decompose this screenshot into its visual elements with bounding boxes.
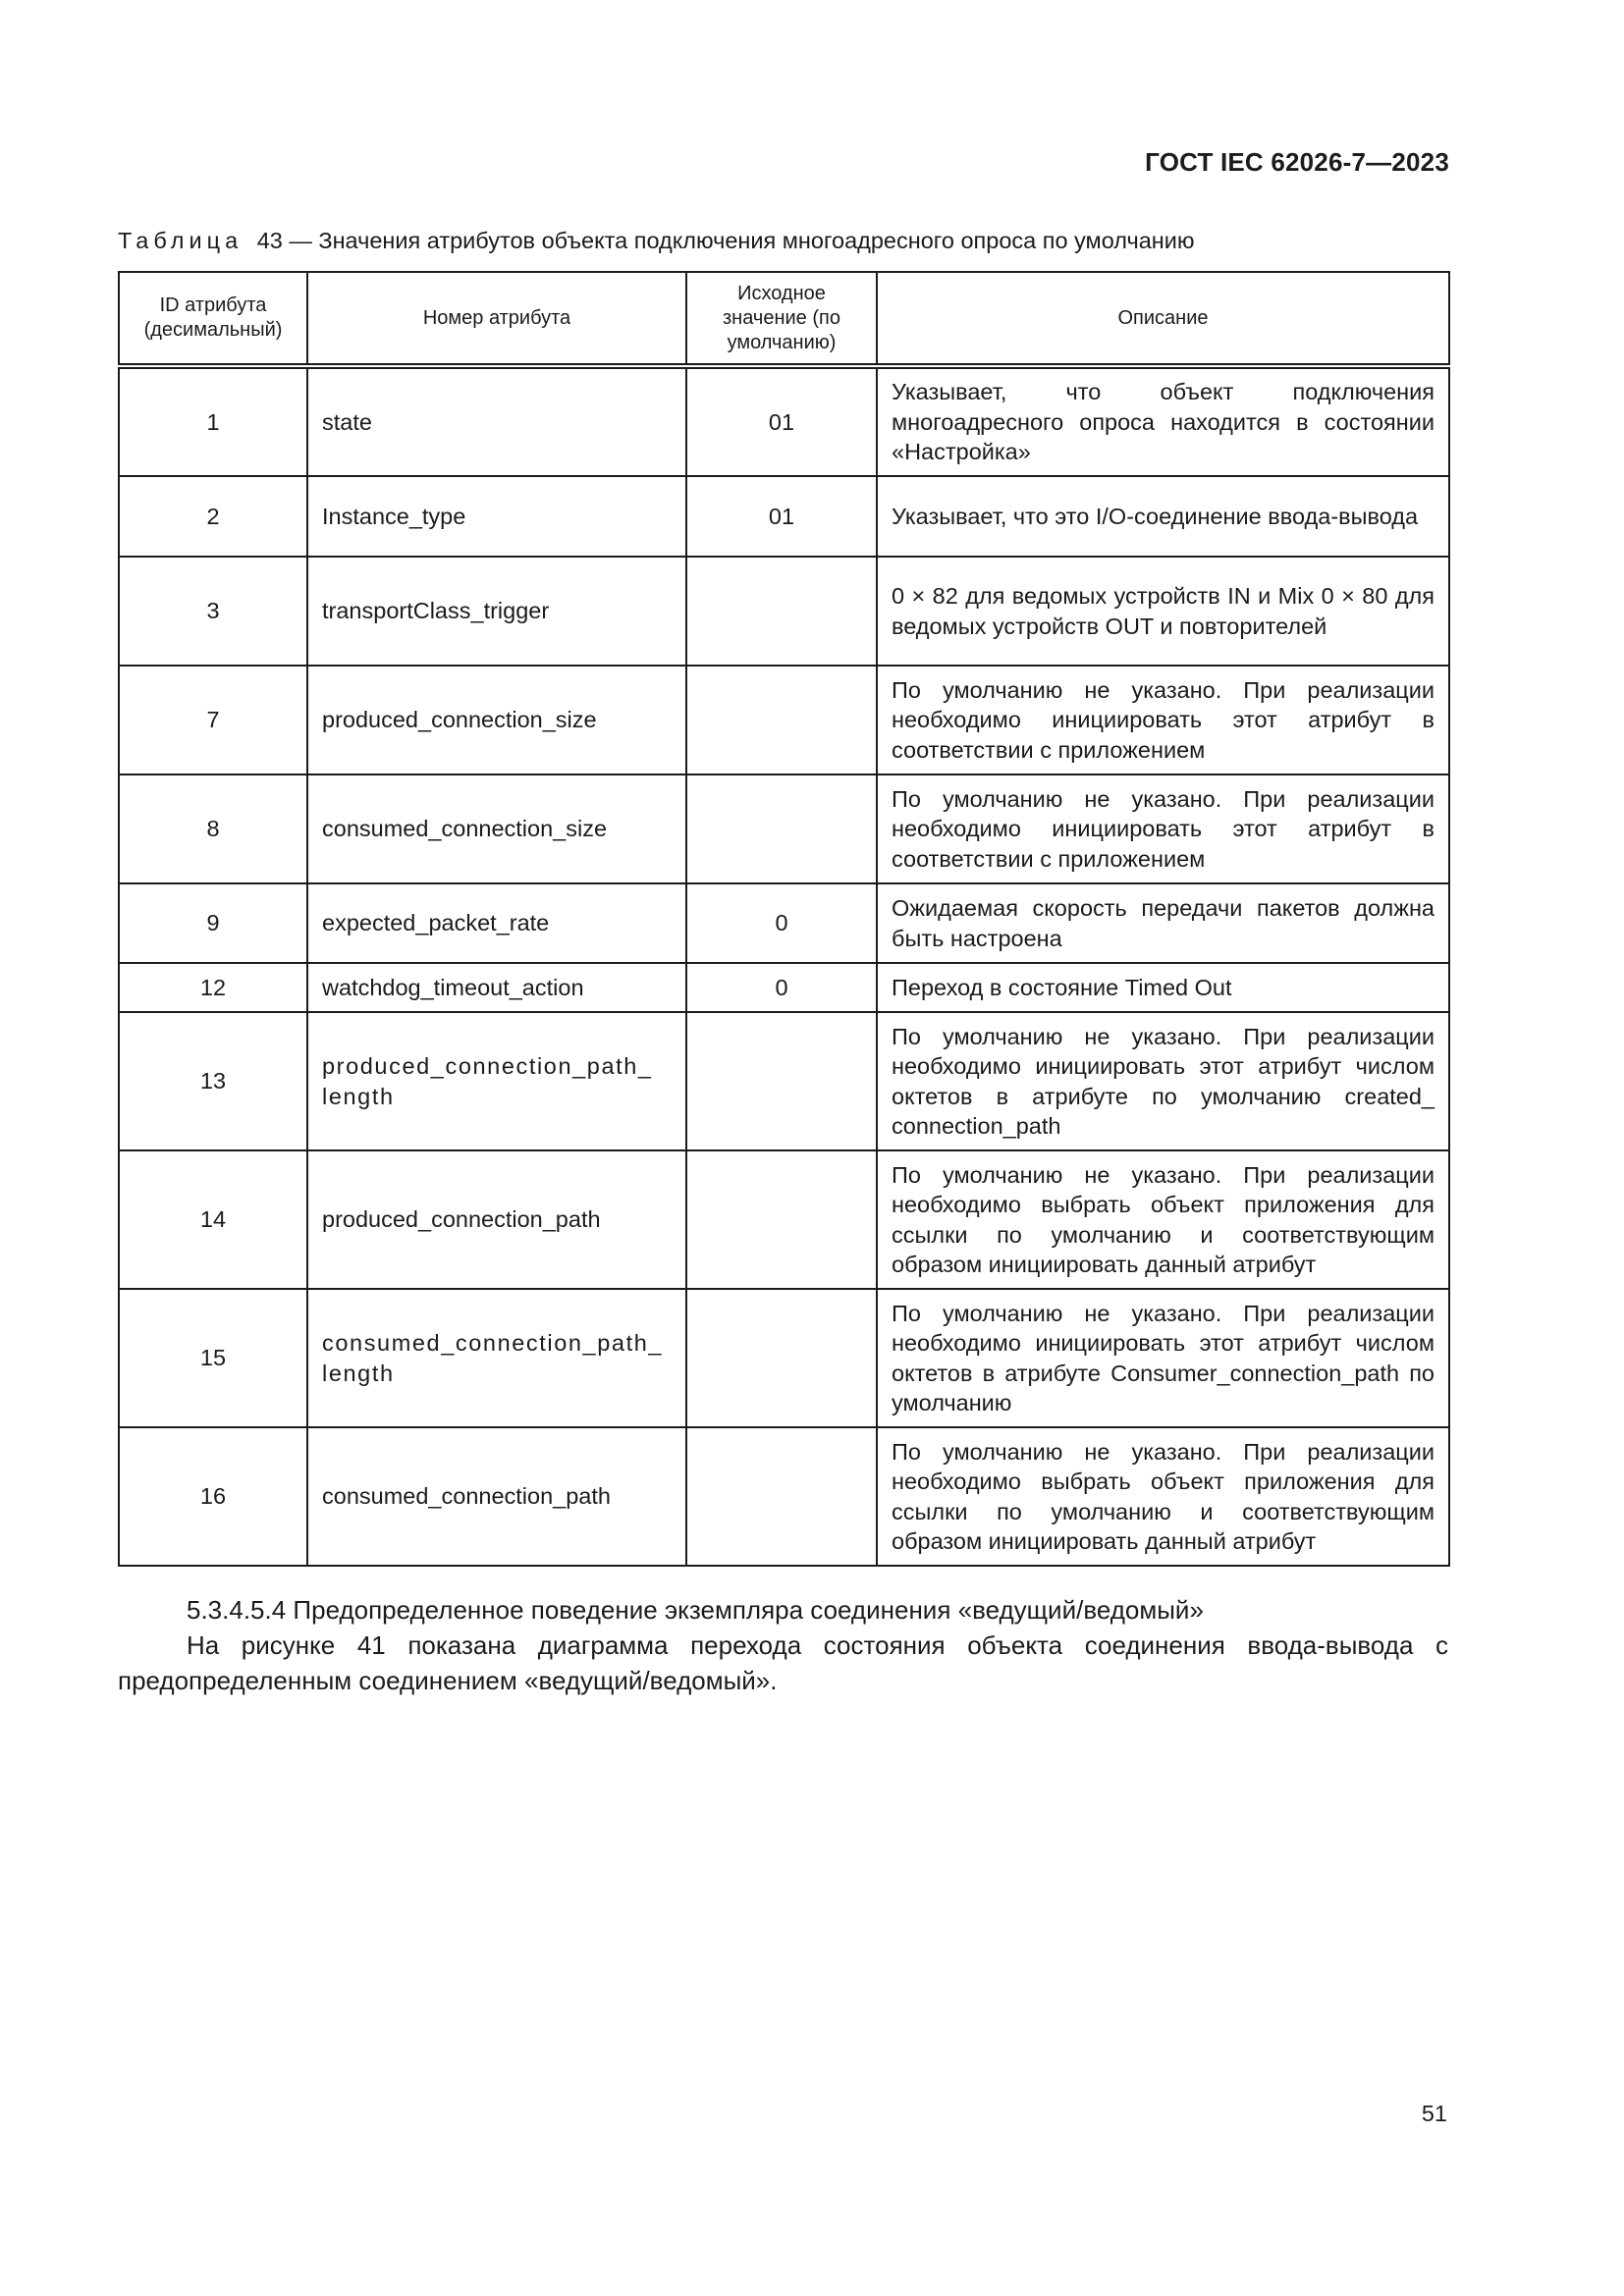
standard-designation: ГОСТ IEC 62026-7—2023 [1145, 147, 1449, 177]
cell-description: По умолчанию не указано. При реализации необходимо выбрать объект приложения для ссылки по умолчанию и соответствующим образом инициировать данный атрибут [877, 1427, 1449, 1566]
cell-name [307, 1012, 686, 1150]
table-row [119, 883, 1449, 963]
table-row [119, 1427, 1449, 1566]
table-caption-text: 43 — Значения атрибутов объекта подключения многоадресного опроса по умолчанию [256, 228, 1195, 253]
cell-name: state [307, 366, 686, 476]
cell-id: 9 [119, 883, 307, 963]
cell-description: По умолчанию не указано. При реализации необходимо инициировать этот атрибут числом октетов в атрибуте по умолчанию created_ connection_path [877, 1012, 1449, 1150]
cell-id: 13 [119, 1012, 307, 1150]
cell-description: Ожидаемая скорость передачи пакетов должна быть настроена [877, 883, 1449, 963]
cell-id: 16 [119, 1427, 307, 1566]
cell-id: 3 [119, 557, 307, 666]
section-heading: 5.3.4.5.4 Предопределенное поведение экземпляра соединения «ведущий/ведомый» [187, 1595, 1204, 1625]
table-row [119, 1150, 1449, 1289]
cell-name-text: consumed_connection_path_ length [322, 1330, 664, 1386]
cell-name: consumed_connection_path [307, 1427, 686, 1566]
cell-id: 12 [119, 963, 307, 1012]
cell-default: 01 [686, 366, 877, 476]
section [118, 1592, 1448, 1698]
cell-default [686, 774, 877, 883]
cell-default [686, 1427, 877, 1566]
cell-default: 01 [686, 476, 877, 557]
attribute-table [118, 271, 1450, 1567]
cell-default [686, 1150, 877, 1289]
section-body: На рисунке 41 показана диаграмма перехода состояния объекта соединения ввода-вывода с предопределенным соединением «ведущий/ведомый». [118, 1630, 1448, 1695]
cell-name: produced_connection_path [307, 1150, 686, 1289]
table-caption [118, 228, 1195, 254]
cell-id: 8 [119, 774, 307, 883]
cell-id: 15 [119, 1289, 307, 1427]
cell-description: Указывает, что это I/O-соединение ввода-вывода [877, 476, 1449, 557]
cell-name: expected_packet_rate [307, 883, 686, 963]
cell-default [686, 557, 877, 666]
cell-description: По умолчанию не указано. При реализации необходимо инициировать этот атрибут в соответствии с приложением [877, 774, 1449, 883]
col-header-default: Исходное значение (по умолчанию) [686, 272, 877, 366]
table-caption-label: Таблица [118, 228, 244, 253]
cell-name: transportClass_trigger [307, 557, 686, 666]
cell-default [686, 1289, 877, 1427]
col-header-description: Описание [877, 272, 1449, 366]
table-row [119, 774, 1449, 883]
table-row [119, 476, 1449, 557]
cell-description: 0 × 82 для ведомых устройств IN и Mix 0 × 80 для ведомых устройств OUT и повторителей [877, 557, 1449, 666]
cell-name: consumed_connection_size [307, 774, 686, 883]
cell-name: produced_connection_size [307, 666, 686, 774]
cell-description: Переход в состояние Timed Out [877, 963, 1449, 1012]
table-row [119, 557, 1449, 666]
table-row [119, 1012, 1449, 1150]
cell-default [686, 1012, 877, 1150]
table-row [119, 963, 1449, 1012]
cell-description: По умолчанию не указано. При реализации необходимо выбрать объект приложения для ссылки по умолчанию и соответствующим образом инициировать данный атрибут [877, 1150, 1449, 1289]
cell-default [686, 666, 877, 774]
table-header-row [119, 272, 1449, 366]
cell-description: Указывает, что объект подключения многоадресного опроса находится в состоянии «Настройка» [877, 366, 1449, 476]
cell-id: 14 [119, 1150, 307, 1289]
table-row [119, 666, 1449, 774]
cell-name: watchdog_timeout_action [307, 963, 686, 1012]
cell-default: 0 [686, 963, 877, 1012]
cell-default: 0 [686, 883, 877, 963]
table-row [119, 1289, 1449, 1427]
col-header-id: ID атрибута (десимальный) [119, 272, 307, 366]
page-number: 51 [1421, 2101, 1447, 2126]
col-header-name: Номер атрибута [307, 272, 686, 366]
cell-description: По умолчанию не указано. При реализации необходимо инициировать этот атрибут в соответствии с приложением [877, 666, 1449, 774]
cell-name: Instance_type [307, 476, 686, 557]
cell-id: 1 [119, 366, 307, 476]
cell-name [307, 1289, 686, 1427]
cell-id: 7 [119, 666, 307, 774]
cell-description: По умолчанию не указано. При реализации необходимо инициировать этот атрибут числом октетов в атрибуте Consumer_connection_path по умолчанию [877, 1289, 1449, 1427]
cell-name-text: produced_connection_path_ length [322, 1053, 653, 1109]
table-row [119, 366, 1449, 476]
cell-id: 2 [119, 476, 307, 557]
